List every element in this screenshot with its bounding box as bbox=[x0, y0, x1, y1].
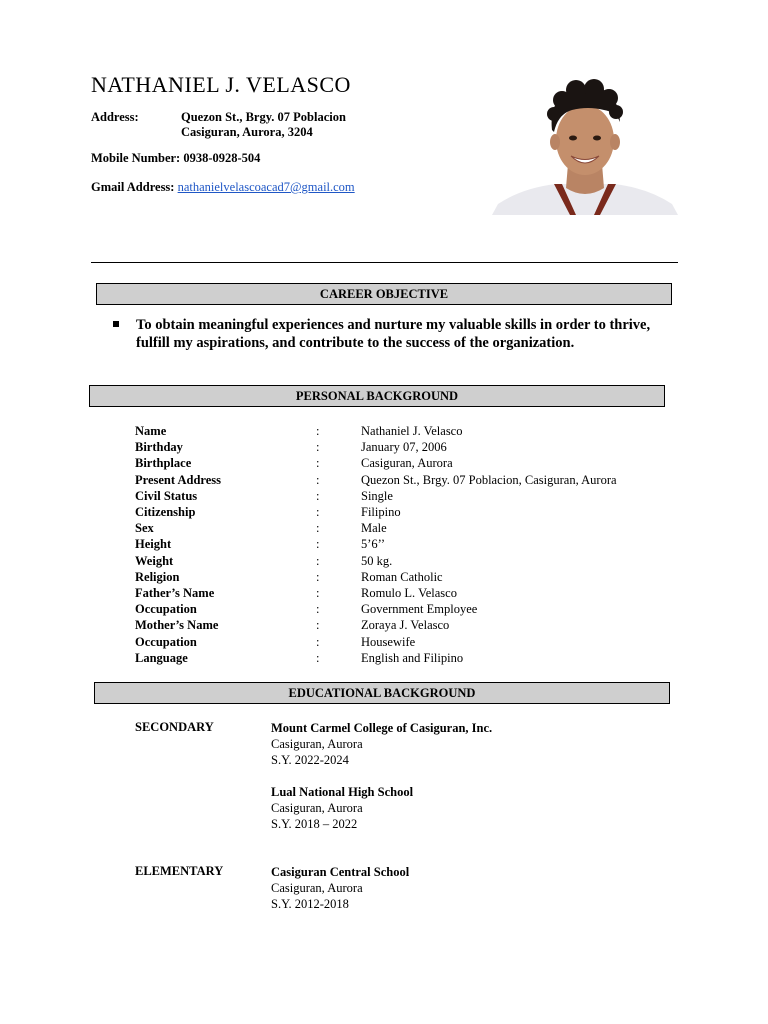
personal-label: Mother’s Name bbox=[135, 618, 219, 633]
school-name: Lual National High School bbox=[271, 785, 414, 799]
personal-row bbox=[0, 650, 700, 666]
school-name: Casiguran Central School bbox=[271, 865, 410, 879]
personal-row bbox=[0, 585, 700, 601]
colon-separator: : bbox=[316, 424, 320, 438]
school-place: Casiguran, Aurora bbox=[271, 801, 363, 815]
personal-row bbox=[0, 472, 700, 488]
personal-value: Housewife bbox=[361, 634, 416, 649]
address-label bbox=[91, 110, 139, 125]
personal-row bbox=[0, 553, 700, 569]
personal-row bbox=[0, 455, 700, 471]
colon-separator: : bbox=[316, 618, 320, 633]
personal-value: Romulo L. Velasco bbox=[361, 586, 457, 600]
mobile-label: Mobile Number: bbox=[91, 151, 181, 165]
career-objective bbox=[113, 316, 673, 352]
elementary-label: ELEMENTARY bbox=[135, 864, 224, 878]
personal-row bbox=[0, 504, 700, 520]
school-year: S.Y. 2012-2018 bbox=[271, 897, 349, 911]
personal-row bbox=[0, 617, 700, 633]
school-year: S.Y. 2022-2024 bbox=[271, 753, 349, 767]
colon-separator: : bbox=[316, 634, 320, 649]
colon-separator: : bbox=[316, 456, 320, 471]
colon-separator: : bbox=[316, 586, 320, 600]
personal-label: Name bbox=[135, 424, 167, 438]
personal-value: 50 kg. bbox=[361, 553, 393, 568]
personal-row bbox=[0, 536, 700, 552]
school-entry bbox=[271, 784, 413, 832]
personal-value: Filipino bbox=[361, 505, 401, 519]
school-entry bbox=[271, 720, 492, 768]
secondary-label: SECONDARY bbox=[135, 720, 214, 734]
gmail-link[interactable]: nathanielvelascoacad7@gmail.com bbox=[177, 180, 355, 194]
personal-value: Roman Catholic bbox=[361, 569, 443, 584]
mobile-number bbox=[91, 151, 260, 166]
educational-background-heading: EDUCATIONAL BACKGROUND bbox=[94, 682, 670, 704]
personal-value: English and Filipino bbox=[361, 650, 464, 665]
personal-background-heading: PERSONAL BACKGROUND bbox=[89, 385, 665, 407]
colon-separator: : bbox=[316, 521, 320, 536]
colon-separator: : bbox=[316, 537, 320, 552]
personal-label: Birthplace bbox=[135, 456, 192, 471]
school-place: Casiguran, Aurora bbox=[271, 881, 363, 895]
colon-separator: : bbox=[316, 650, 320, 665]
gmail-label: Gmail Address: bbox=[91, 180, 175, 194]
colon-separator: : bbox=[316, 505, 320, 519]
colon-separator: : bbox=[316, 488, 320, 503]
personal-value: Quezon St., Brgy. 07 Poblacion, Casiguran, Aurora bbox=[361, 472, 617, 487]
personal-label: Language bbox=[135, 650, 188, 665]
personal-value: Single bbox=[361, 488, 393, 503]
personal-value: Government Employee bbox=[361, 602, 478, 617]
career-objective-heading: CAREER OBJECTIVE bbox=[96, 283, 672, 305]
personal-value: January 07, 2006 bbox=[361, 440, 447, 455]
personal-label: Weight bbox=[135, 553, 174, 568]
personal-label: Civil Status bbox=[135, 488, 198, 503]
personal-label: Occupation bbox=[135, 634, 197, 649]
colon-separator: : bbox=[316, 440, 320, 455]
gmail-address bbox=[91, 180, 355, 195]
address-line-1: Quezon St., Brgy. 07 Poblacion bbox=[181, 110, 346, 124]
personal-row bbox=[0, 569, 700, 585]
school-entry bbox=[271, 864, 409, 912]
colon-separator: : bbox=[316, 602, 320, 617]
personal-label: Father’s Name bbox=[135, 586, 215, 600]
personal-row bbox=[0, 634, 700, 650]
personal-label: Sex bbox=[135, 521, 154, 536]
bullet-icon bbox=[113, 321, 119, 327]
personal-value: Nathaniel J. Velasco bbox=[361, 424, 463, 438]
personal-label: Religion bbox=[135, 569, 180, 584]
personal-value: Zoraya J. Velasco bbox=[361, 618, 450, 633]
personal-row bbox=[0, 520, 700, 536]
objective-text: To obtain meaningful experiences and nurture my valuable skills in order to thrive, fulfill my aspirations, and contribute to the success of the organization. bbox=[136, 317, 651, 351]
school-year: S.Y. 2018 – 2022 bbox=[271, 817, 358, 831]
personal-label: Birthday bbox=[135, 440, 183, 455]
personal-row bbox=[0, 601, 700, 617]
personal-row bbox=[0, 439, 700, 455]
personal-value: 5’6’’ bbox=[361, 537, 386, 552]
personal-row bbox=[0, 423, 700, 439]
school-place: Casiguran, Aurora bbox=[271, 737, 363, 751]
applicant-name: NATHANIEL J. VELASCO bbox=[91, 72, 351, 97]
address-line-2: Casiguran, Aurora, 3204 bbox=[181, 125, 313, 139]
colon-separator: : bbox=[316, 472, 320, 487]
mobile-value: 0938-0928-504 bbox=[183, 151, 261, 165]
personal-label: Occupation bbox=[135, 602, 197, 617]
personal-label: Citizenship bbox=[135, 505, 196, 519]
colon-separator: : bbox=[316, 569, 320, 584]
address-value bbox=[181, 110, 346, 140]
personal-row bbox=[0, 488, 700, 504]
colon-separator: : bbox=[316, 553, 320, 568]
school-name: Mount Carmel College of Casiguran, Inc. bbox=[271, 721, 493, 735]
address-label-text: Address: bbox=[91, 110, 139, 124]
header-divider bbox=[91, 262, 678, 263]
profile-photo-illustration bbox=[492, 72, 678, 215]
personal-label: Height bbox=[135, 537, 172, 552]
personal-value: Male bbox=[361, 521, 387, 536]
profile-photo bbox=[492, 72, 678, 215]
personal-label: Present Address bbox=[135, 472, 221, 487]
personal-value: Casiguran, Aurora bbox=[361, 456, 453, 471]
